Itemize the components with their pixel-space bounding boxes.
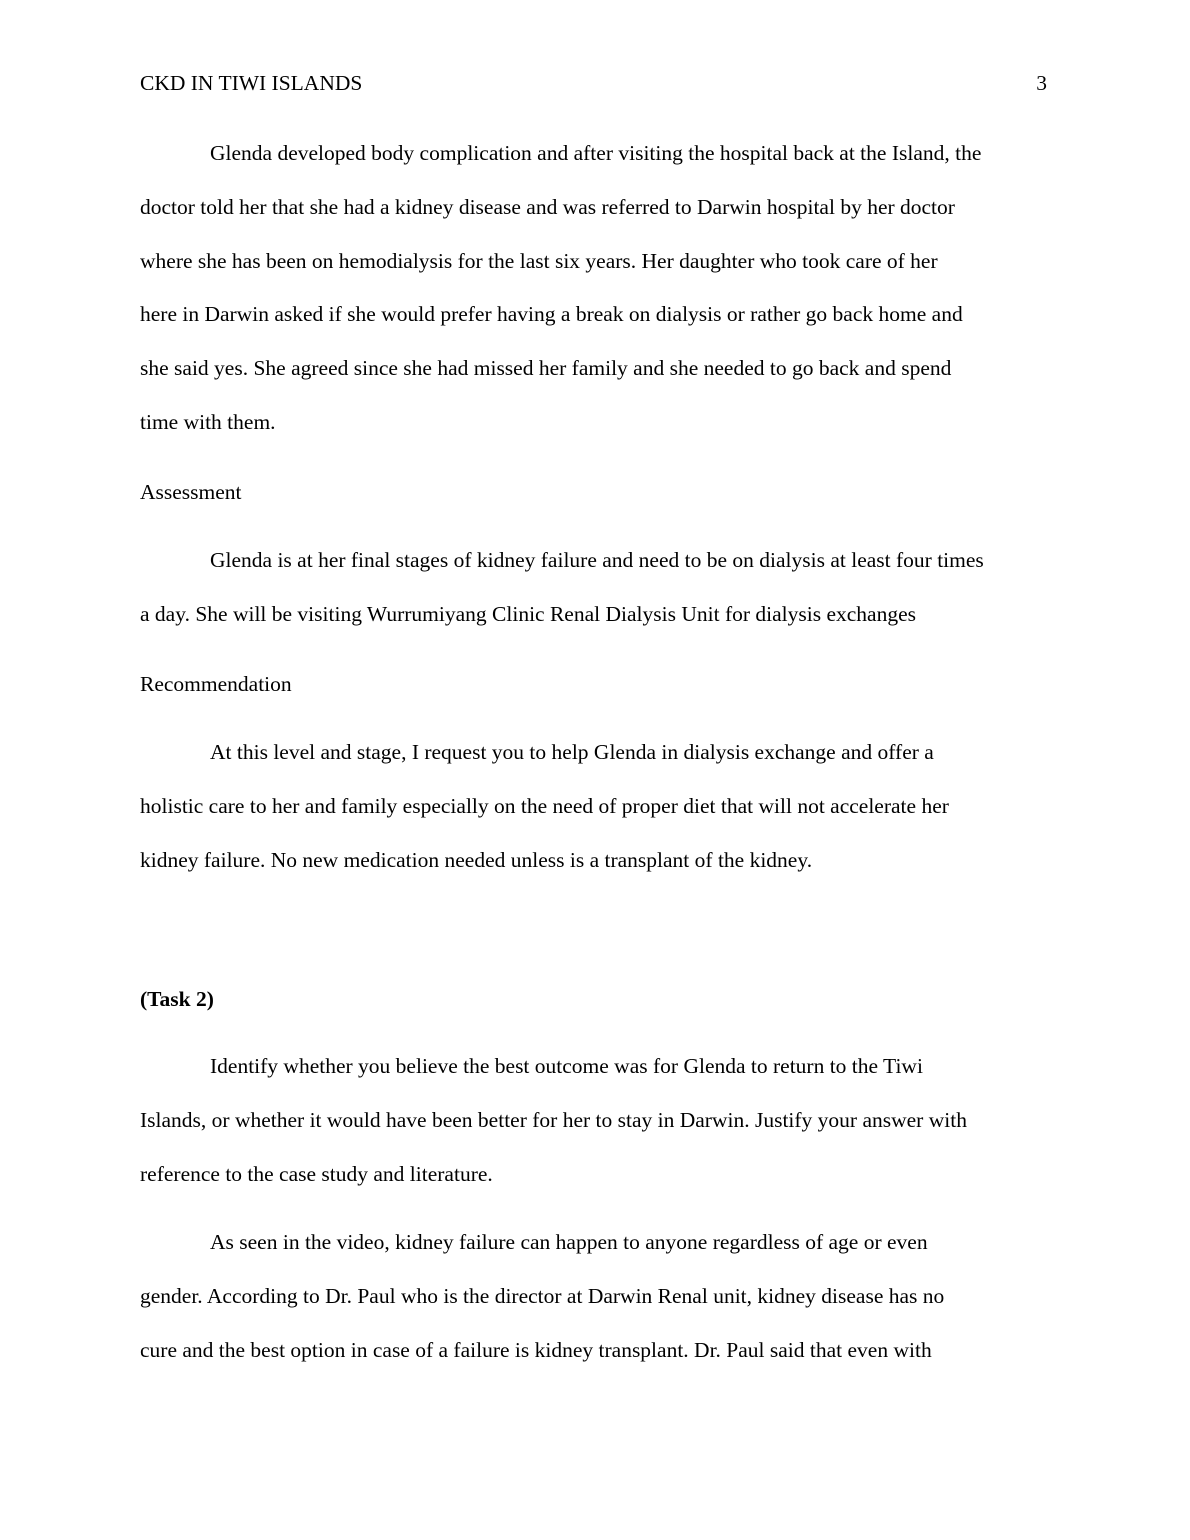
text-line: Islands, or whether it would have been better for her to stay in Darwin. Justify your answer with [140,1107,967,1132]
assessment-heading: Assessment [140,480,242,504]
paragraph-glenda-history [140,127,1052,450]
text-line: time with them. [140,409,276,434]
paragraph-assessment [140,534,1052,642]
recommendation-heading: Recommendation [140,672,292,696]
text-line: reference to the case study and literature. [140,1161,493,1186]
paragraph-task2-question [140,1040,1052,1201]
task2-heading: (Task 2) [140,987,214,1011]
running-head: CKD IN TIWI ISLANDS [140,71,363,95]
page-number: 3 [1036,71,1047,95]
text-line: Glenda is at her final stages of kidney failure and need to be on dialysis at least four times [210,548,984,572]
text-line: where she has been on hemodialysis for the last six years. Her daughter who took care of her [140,248,938,273]
text-line: Glenda developed body complication and after visiting the hospital back at the Island, the [210,141,982,165]
text-line: doctor told her that she had a kidney disease and was referred to Darwin hospital by her doctor [140,194,955,219]
text-line: here in Darwin asked if she would prefer having a break on dialysis or rather go back home and [140,302,963,327]
text-line: Identify whether you believe the best outcome was for Glenda to return to the Tiwi [210,1054,923,1078]
text-line: cure and the best option in case of a failure is kidney transplant. Dr. Paul said that even with [140,1337,932,1362]
text-line: At this level and stage, I request you to help Glenda in dialysis exchange and offer a [210,740,934,764]
text-line: kidney failure. No new medication needed unless is a transplant of the kidney. [140,847,813,872]
text-line: a day. She will be visiting Wurrumiyang Clinic Renal Dialysis Unit for dialysis exchanges [140,601,916,626]
text-line: gender. According to Dr. Paul who is the director at Darwin Renal unit, kidney disease has no [140,1283,945,1308]
text-line: As seen in the video, kidney failure can happen to anyone regardless of age or even [210,1230,928,1254]
paragraph-recommendation [140,726,1052,887]
paragraph-task2-answer [140,1216,1052,1377]
text-line: she said yes. She agreed since she had missed her family and she needed to go back and spend [140,356,952,381]
text-line: holistic care to her and family especially on the need of proper diet that will not accelerate her [140,793,949,818]
